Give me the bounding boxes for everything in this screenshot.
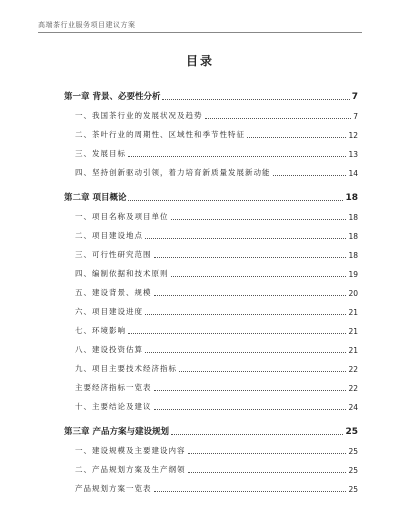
dot-leader <box>145 352 346 353</box>
toc-item-row[interactable] <box>64 437 358 456</box>
toc-entry-text: 第二章 项目概论 <box>64 193 127 203</box>
toc-page-number: 25 <box>348 485 358 494</box>
toc-entry-text: 第三章 产品方案与建设规划 <box>64 427 169 437</box>
dot-leader <box>154 390 347 391</box>
toc-entry-text: 第一章 背景、必要性分析 <box>64 92 161 102</box>
toc-entry-text: 八、建设投资估算 <box>75 345 143 354</box>
toc-chapter-row[interactable] <box>64 412 358 437</box>
table-of-contents <box>64 77 358 494</box>
dot-leader <box>128 156 346 157</box>
toc-page-number: 25 <box>345 427 358 437</box>
toc-item-row[interactable] <box>64 374 358 393</box>
toc-page-number: 22 <box>348 365 358 374</box>
toc-item-row[interactable] <box>64 241 358 260</box>
toc-entry-text: 三、可行性研究范围 <box>75 250 152 259</box>
toc-page-number: 18 <box>348 213 358 222</box>
running-header: 高端茶行业服务项目建议方案 <box>38 21 136 29</box>
toc-item-row[interactable] <box>64 260 358 279</box>
dot-leader <box>154 295 347 296</box>
toc-page-number: 12 <box>348 131 358 140</box>
toc-entry-text: 三、发展目标 <box>75 149 126 158</box>
toc-page-number: 18 <box>348 232 358 241</box>
toc-item-row[interactable] <box>64 222 358 241</box>
toc-item-row[interactable] <box>64 456 358 475</box>
toc-entry-text: 十、主要结论及建议 <box>75 402 152 411</box>
toc-entry-text: 五、建设背景、规模 <box>75 288 152 297</box>
toc-item-row[interactable] <box>64 102 358 121</box>
toc-page-number: 21 <box>348 308 358 317</box>
header-divider <box>38 32 362 33</box>
dot-leader <box>171 434 344 435</box>
toc-entry-text: 四、编制依据和技术原则 <box>75 269 169 278</box>
dot-leader <box>205 118 352 119</box>
dot-leader <box>179 371 346 372</box>
toc-entry-text: 主要经济指标一览表 <box>75 383 152 392</box>
toc-entry-text: 二、茶叶行业的周期性、区域性和季节性特征 <box>75 130 245 139</box>
toc-item-row[interactable] <box>64 279 358 298</box>
toc-page-number: 7 <box>351 92 358 102</box>
dot-leader <box>145 314 346 315</box>
toc-item-row[interactable] <box>64 317 358 336</box>
toc-page-number: 22 <box>348 384 358 393</box>
toc-item-row[interactable] <box>64 393 358 412</box>
dot-leader <box>162 99 349 100</box>
toc-entry-text: 产品规划方案一览表 <box>75 484 152 493</box>
toc-page-number: 18 <box>345 193 358 203</box>
toc-title: 目录 <box>185 54 214 68</box>
toc-entry-text: 一、项目名称及项目单位 <box>75 212 169 221</box>
toc-entry-text: 一、我国茶行业的发展状况及趋势 <box>75 111 203 120</box>
dot-leader <box>188 472 347 473</box>
toc-entry-text: 二、项目建设地点 <box>75 231 143 240</box>
dot-leader <box>188 453 347 454</box>
toc-entry-text: 九、项目主要技术经济指标 <box>75 364 177 373</box>
dot-leader <box>145 238 346 239</box>
toc-page-number: 25 <box>348 447 358 456</box>
dot-leader <box>273 175 347 176</box>
toc-item-row[interactable] <box>64 140 358 159</box>
toc-chapter-row[interactable] <box>64 77 358 102</box>
toc-item-row[interactable] <box>64 121 358 140</box>
toc-item-row[interactable] <box>64 475 358 494</box>
toc-page-number: 18 <box>348 251 358 260</box>
dot-leader <box>171 219 347 220</box>
toc-entry-text: 七、环境影响 <box>75 326 126 335</box>
toc-page-number: 7 <box>353 112 358 121</box>
toc-page-number: 21 <box>348 327 358 336</box>
toc-item-row[interactable] <box>64 203 358 222</box>
toc-entry-text: 二、产品规划方案及生产纲领 <box>75 465 186 474</box>
toc-page-number: 25 <box>348 466 358 475</box>
dot-leader <box>154 257 347 258</box>
toc-entry-text: 一、建设规模及主要建设内容 <box>75 446 186 455</box>
dot-leader <box>154 409 347 410</box>
toc-item-row[interactable] <box>64 298 358 317</box>
dot-leader <box>171 276 347 277</box>
toc-page-number: 14 <box>348 169 358 178</box>
dot-leader <box>154 491 347 492</box>
toc-page-number: 20 <box>348 289 358 298</box>
toc-page-number: 21 <box>348 346 358 355</box>
toc-item-row[interactable] <box>64 336 358 355</box>
toc-chapter-row[interactable] <box>64 178 358 203</box>
dot-leader <box>128 333 346 334</box>
dot-leader <box>247 137 346 138</box>
toc-page-number: 13 <box>348 150 358 159</box>
toc-page-number: 19 <box>348 270 358 279</box>
dot-leader <box>128 200 343 201</box>
toc-item-row[interactable] <box>64 355 358 374</box>
toc-entry-text: 四、坚持创新驱动引领，着力培育新质量发展新动能 <box>75 168 271 177</box>
toc-item-row[interactable] <box>64 159 358 178</box>
toc-entry-text: 六、项目建设进度 <box>75 307 143 316</box>
toc-page-number: 24 <box>348 403 358 412</box>
